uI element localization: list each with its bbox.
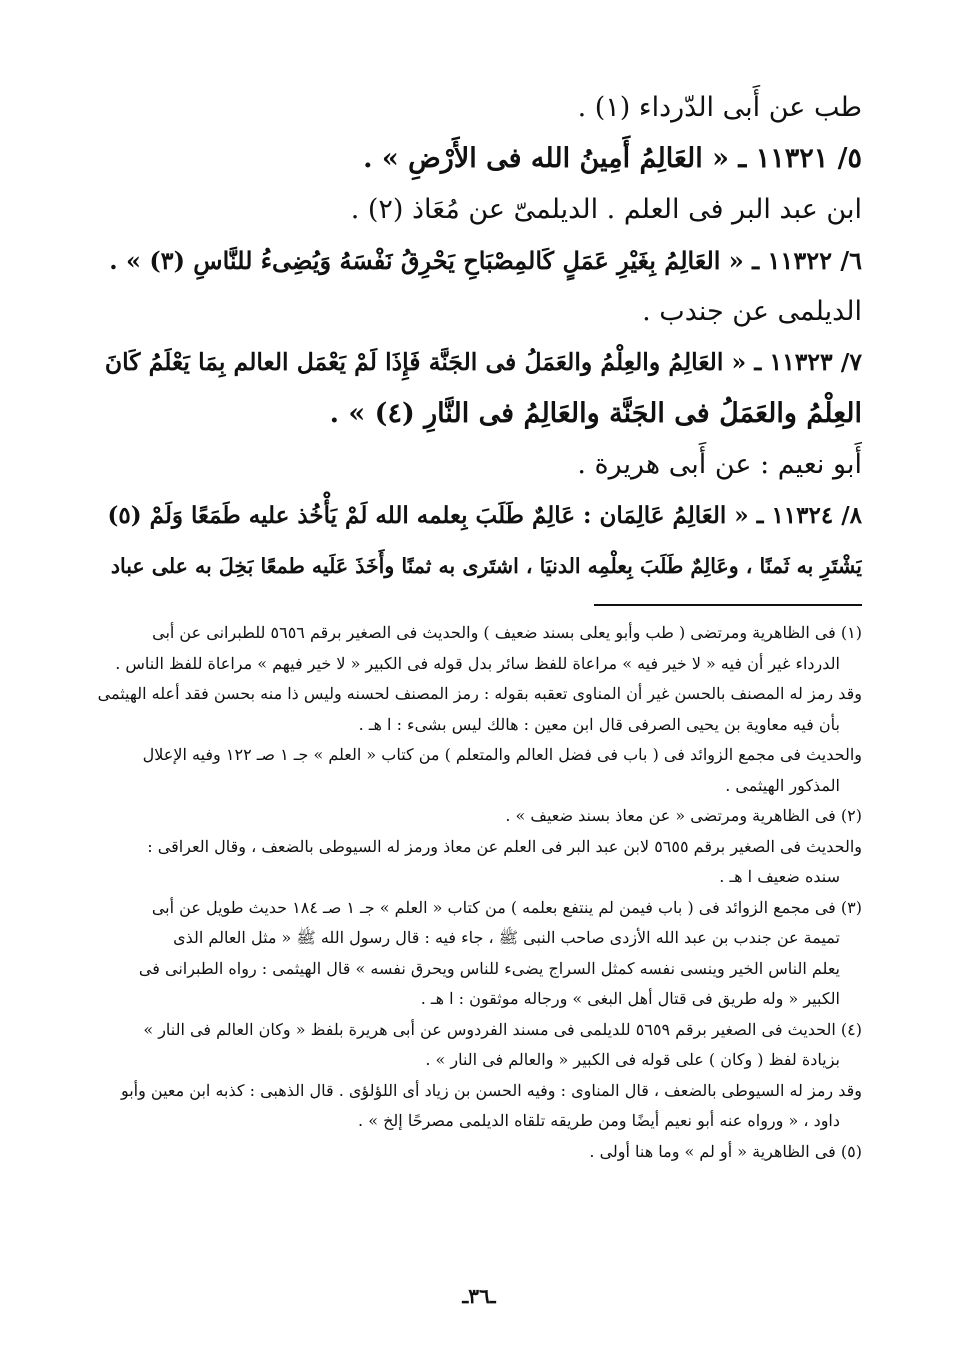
main-text [96, 82, 862, 592]
footnote-line: (٥) فى الظاهرية « أو لم » وما هنا أولى . [589, 1141, 862, 1161]
footnote-line: (١) فى الظاهرية ومرتضى ( طب وأبو يعلى بسند ضعيف ) والحديث فى الصغير برقم ٥٦٥٦ للطبرانى عن أبى [152, 623, 862, 642]
hadith-8: ٨/ ١١٣٢٤ ـ « العَالِمُ عَالِمَان : عَالِمٌ طَلَبَ بِعلمه الله لَمْ يَأْخُذ عليه طَمَعًا وَلَمْ (٥) [107, 502, 862, 529]
hadith-6: ٦/ ١١٣٢٢ ـ « العَالِمُ بِغَيْرِ عَمَلٍ كَالمِصْبَاحِ يَحْرِقُ نَفْسَهُ وَيُضِىءُ للنَّاسِ (٣) » . [109, 246, 862, 275]
footnote-line: بزيادة لفظ ( وكان ) على قوله فى الكبير « والعالم فى النار » . [425, 1050, 840, 1069]
page-number: ـ٣٦ـ [462, 1284, 496, 1308]
footnote-line: (٣) فى مجمع الزوائد فى ( باب فيمن لم ينتفع بعلمه ) من كتاب « العلم » جـ ١ صـ ١٨٤ حديث طويل عن أبى [151, 897, 862, 917]
footnote-line: وقد رمز له المصنف بالحسن غير أن المناوى تعقبه بقوله : رمز المصنف لحسنه وليس ذا منه بحسن فقد أعله الهيثمى [97, 684, 862, 703]
footnote-line: تميمة عن جندب بن عبد الله الأزدى صاحب النبى ﷺ ، جاء فيه : قال رسول الله ﷺ « مثل العالم الذى [173, 928, 840, 947]
footnote-line: الكبير « وله طريق فى قتال أهل البغى » ورجاله موثقون : ا هـ . [420, 989, 840, 1008]
main-line: أَبو نعيم : عن أَبى هريرة . [577, 449, 862, 480]
footnote-line: (٢) فى الظاهرية ومرتضى « عن معاذ بسند ضعيف » . [505, 806, 862, 825]
hadith-7-cont: العِلْمُ والعَمَلُ فى الجَنَّة والعَالِمُ فى النَّارِ (٤) » . [329, 398, 862, 429]
hadith-7: ٧/ ١١٣٢٣ ـ « العَالِمُ والعِلْمُ والعَمَلُ فى الجَنَّة فَإِذَا لَمْ يَعْمَل العالم بِمَا يَعْلَمُ كَانَ [104, 348, 862, 376]
hadith-5: ٥/ ١١٣٢١ ـ « العَالِمُ أَمِينُ الله فى الأَرْضِ » . [363, 143, 862, 174]
footnote-line: بأن فيه معاوية بن يحيى الصرفى قال ابن معين : هالك ليس بشىء : ا هـ . [358, 714, 840, 734]
footnote-line: وقد رمز له السيوطى بالضعف ، قال المناوى : وفيه الحسن بن زياد أى اللؤلؤى . قال الذهبى : كذبه ابن معين وأبو [120, 1080, 862, 1100]
footnote-line: والحديث فى مجمع الزوائد فى ( باب فى فضل العالم والمتعلم ) من كتاب « العلم » جـ ١ صـ ١٢٢ وفيه الإعلال [142, 745, 862, 764]
footnote-line: (٤) الحديث فى الصغير برقم ٥٦٥٩ للديلمى فى مسند الفردوس عن أبى هريرة بلفظ « وكان العالم فى النار » [143, 1019, 862, 1039]
footnote-line: داود ، « ورواه عنه أبو نعيم أيضًا ومن طريقه تلقاه الديلمى مصرحًا إلخ » . [358, 1111, 840, 1130]
hadith-8-cont: يَشْتَرِ به ثَمنًا ، وعَالِمٌ طَلَبَ بِعلْمِه الدنيَا ، اشتَرى به ثمنًا وأَخَذَ عَلَيه طمعًا بَخِلَ به على عباد [110, 554, 862, 578]
footnote-line: المذكور الهيثمى . [725, 775, 840, 795]
footnote-line: الدرداء غير أن فيه « لا خير فيه » مراعاة للفظ سائر بدل قوله فى الكبير « لا خير فيهم » مراعاة للفظ الناس . [115, 653, 840, 673]
main-line: الديلمى عن جندب . [642, 296, 862, 327]
main-line: طب عن أَبى الدّرداء (١) . [577, 92, 862, 123]
footnote-line: يعلم الناس الخير وينسى نفسه كمثل السراج يضىء للناس ويحرق نفسه » قال الهيثمى : رواه الطبرانى فى [138, 958, 840, 978]
footnote-line: والحديث فى الصغير برقم ٥٦٥٥ لابن عبد البر فى العلم عن معاذ ورمز له السيوطى بالضعف ، وقال العراقى : [147, 836, 862, 856]
footnote-divider [594, 604, 862, 606]
footnotes [96, 618, 862, 1167]
main-line: ابن عبد البر فى العلم . الديلمىّ عن مُعَاذ (٢) . [350, 194, 862, 225]
footnote-line: سنده ضعيف ا هـ . [719, 867, 840, 886]
